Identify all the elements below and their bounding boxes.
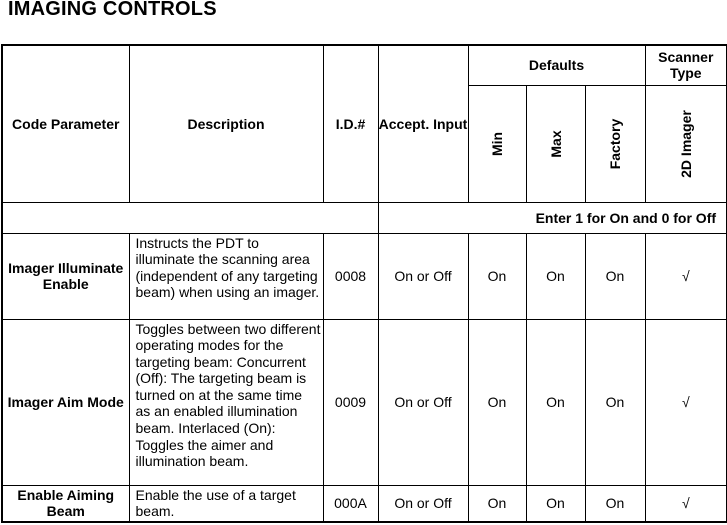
header-row: [2, 45, 727, 85]
header-min: [468, 85, 526, 202]
note-row: [2, 202, 727, 233]
imaging-controls-table: [1, 44, 727, 523]
header-accept-input: Accept. Input: [378, 45, 468, 202]
row-description: Enable the use of a target beam.: [129, 485, 323, 522]
row-accept-input: On or Off: [378, 233, 468, 319]
header-id: I.D.#: [323, 45, 378, 202]
header-factory-label: Factory: [607, 118, 624, 169]
note-blank-cell: [2, 202, 378, 233]
header-max: [526, 85, 585, 202]
row-max: On: [526, 319, 585, 485]
header-max-label: Max: [547, 129, 564, 158]
row-factory: On: [585, 485, 645, 522]
row-id: 000A: [323, 485, 378, 522]
row-max: On: [526, 233, 585, 319]
header-scanner-type: Scanner Type: [645, 45, 727, 85]
header-defaults: Defaults: [468, 45, 645, 85]
row-max: On: [526, 485, 585, 522]
header-description: Description: [129, 45, 323, 202]
row-description: Toggles between two different operating modes for the targeting beam: Concurrent (Off): The targeting beam is turned on at the same time as an enabled illumination beam. Interlaced (On): Toggles the aimer and illumination beam.: [129, 319, 323, 485]
row-parameter: Enable Aiming Beam: [2, 485, 129, 522]
header-scanner-model-label: 2D Imager: [677, 109, 694, 178]
page-title: IMAGING CONTROLS: [8, 0, 217, 20]
row-parameter: Imager Illuminate Enable: [2, 233, 129, 319]
row-accept-input: On or Off: [378, 485, 468, 522]
row-id: 0008: [323, 233, 378, 319]
row-min: On: [468, 319, 526, 485]
row-min: On: [468, 485, 526, 522]
row-id: 0009: [323, 319, 378, 485]
row-accept-input: On or Off: [378, 319, 468, 485]
header-factory: [585, 85, 645, 202]
row-supported-check: √: [645, 485, 727, 522]
row-min: On: [468, 233, 526, 319]
table-row: [2, 233, 727, 319]
table-row: [2, 485, 727, 522]
header-scanner-model: [645, 85, 727, 202]
header-min-label: Min: [489, 131, 505, 156]
enter-note: Enter 1 for On and 0 for Off: [378, 202, 727, 233]
row-parameter: Imager Aim Mode: [2, 319, 129, 485]
row-description: Instructs the PDT to illuminate the scanning area (independent of any targeting beam) when using an imager.: [129, 233, 323, 319]
table-row: [2, 319, 727, 485]
header-code-parameter: Code Parameter: [2, 45, 129, 202]
row-factory: On: [585, 233, 645, 319]
row-factory: On: [585, 319, 645, 485]
row-supported-check: √: [645, 319, 727, 485]
row-supported-check: √: [645, 233, 727, 319]
